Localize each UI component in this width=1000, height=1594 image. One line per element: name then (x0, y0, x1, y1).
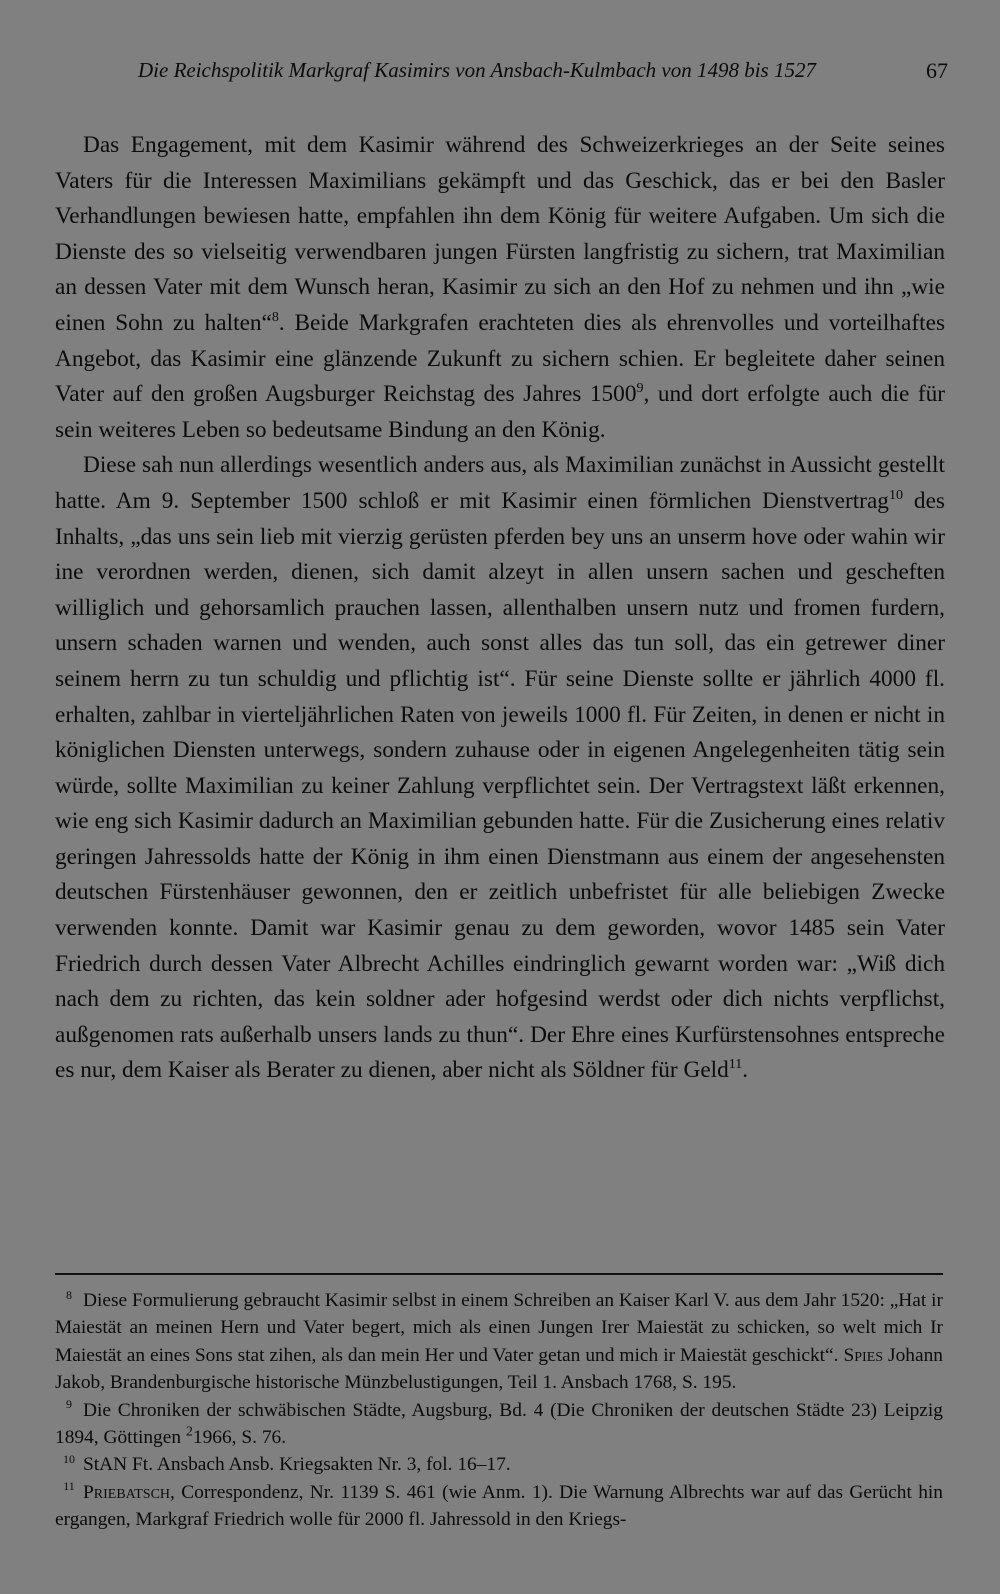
footnote-ref-10[interactable]: 10 (888, 488, 903, 504)
footnote-ref-9[interactable]: 9 (636, 381, 644, 397)
paragraph-2-part-c: . (742, 1057, 749, 1084)
footnote-8-author: Spies (843, 1344, 884, 1366)
paragraph-1-part-b: . Beide Markgrafen erachteten dies als ehrenvolles und vorteilhaftes Angebot, das Kasimir eine glänzende Zukunft zu sichern schien. Er begleitete daher seinen Vater auf den großen Augsburger Reichstag des Jahres 1500 (55, 309, 946, 408)
page-number: 67 (926, 58, 948, 83)
running-title: Die Reichspolitik Markgraf Kasimirs von Ansbach-Kulmbach von 1498 bis 1527 (138, 58, 816, 82)
footnote-ref-8[interactable]: 8 (271, 310, 279, 326)
footnote-9-text-b: 1966, S. 76. (192, 1427, 287, 1449)
footnote-11-text: , Correspondenz, Nr. 1139 S. 461 (wie Anm. 1). Die Warnung Albrechts war auf das Gerücht hin ergangen, Markgraf Friedrich wolle für 2000 fl. Jahressold in den Kriegs- (55, 1481, 943, 1531)
footnote-10: 10 StAN Ft. Ansbach Ansb. Kriegsakten Nr. 3, fol. 16–17. (63, 1451, 511, 1476)
paragraph-2-part-b: des Inhalts, „das uns sein lieb mit vierzig gerüsten pferden bey uns an unserm hove oder wahin wir ine verordnen werden, dienen, sich damit alzeyt in allen unsern sachen und gescheften williglich und gehorsamlich prauchen lassen, allenthalben unsern nutz und fromen furdern, unsern schaden warnen und wenden, auch sonst alles das tun soll, das ein getrewer diner seinem herrn zu tun schuldig und pflichtig ist“. Für seine Dienste sollte er jährlich 4000 fl. erhalten, zahlbar in vierteljährlichen Raten von jeweils 1000 fl. Für Zeiten, in denen er nicht in königlichen Diensten unterwegs, sondern zuhause oder in eigenen Angelegenheiten tätig sein würde, sollte Maximilian zu keiner Zahlung verpflichtet sein. Der Vertragstext läßt erkennen, wie eng sich Kasimir dadurch an Maximilian gebunden hatte. Für die Zusicherung eines relativ geringen Jahressolds hatte der König in ihm einen Dienstmann aus einem der angesehensten deutschen Fürstenhäuser gewonnen, den er zeitlich unbefristet für alle beliebigen Zwecke verwenden konnte. Damit war Kasimir genau zu dem geworden, wovor 1485 sein Vater Friedrich durch dessen Vater Albrecht Achilles eindringlich gewarnt worden war: „Wiß dich nach dem zu richten, das kein soldner ader hofgesind werdst oder dich nichts verpflichst, außgenomen rats außerhalb unsers lands zu thun“. Der Ehre eines Kurfürstensohnes entspreche es nur, dem Kaiser als Berater zu dienen, aber nicht als Söldner für Geld (55, 487, 945, 1084)
footnote-9-text-a: Die Chroniken der schwäbischen Städte, Augsburg, Bd. 4 (Die Chroniken der deutschen Städte 23) Leipzig 1894, Göttingen (55, 1399, 943, 1449)
paragraph-2-part-a: Diese sah nun allerdings wesentlich anders aus, als Maximilian zunächst in Aussicht gestellt hatte. Am 9. September 1500 schloß er mit Kasimir einen förmlichen Dienstvertrag (55, 452, 945, 514)
footnote-11: 11 Priebatsch, Correspondenz, Nr. 1139 S. 461 (wie Anm. 1). Die Warnung Albrechts war auf das Gerücht hin ergangen, Markgraf Friedrich wolle für 2000 fl. Jahressold in den Kriegs- (55, 1479, 943, 1531)
running-header (138, 58, 950, 92)
footnotes (55, 1287, 943, 1534)
main-text (55, 128, 945, 1089)
footnote-ref-11[interactable]: 11 (728, 1057, 743, 1073)
paragraph-2 (55, 448, 945, 1089)
footnote-11-author: Priebatsch (83, 1481, 171, 1503)
footnote-8-text-b: Johann Jakob, Brandenburgische historische Münzbelustigungen, Teil 1. Ansbach 1768, S. 195. (55, 1344, 943, 1394)
footnote-10-text: StAN Ft. Ansbach Ansb. Kriegsakten Nr. 3, fol. 16–17. (83, 1454, 511, 1476)
paragraph-1 (55, 128, 945, 448)
footnote-8-text-a: Diese Formulierung gebraucht Kasimir selbst in einem Schreiben an Kaiser Karl V. aus dem Jahr 1520: „Hat ir Maiestät an meinen Hern und Vater begert, mich als einen Jungen Irer Maiestät zu schicken, so welt mich Ir Maiestät an eines Sons stat zihen, als dan mein Her und Vater getan und mich ir Maiestät geschickt“. (55, 1290, 943, 1366)
footnote-8: 8 Diese Formulierung gebraucht Kasimir selbst in einem Schreiben an Kaiser Karl V. aus dem Jahr 1520: „Hat ir Maiestät an meinen Hern und Vater begert, mich als einen Jungen Irer Maiestät zu schicken, so welt mich Ir Maiestät an eines Sons stat zihen, als dan mein Her und Vater getan und mich ir Maiestät geschickt“. Spies Johann Jakob, Brandenburgische historische Münzbelustigungen, Teil 1. Ansbach 1768, S. 195. (55, 1287, 943, 1394)
paragraph-1-part-a: Das Engagement, mit dem Kasimir während des Schweizerkrieges an der Seite seines Vaters für die Interessen Maximilians gekämpft und das Geschick, das er bei den Basler Verhandlungen bewiesen hatte, empfahlen ihn dem König für weitere Aufgaben. Um sich die Dienste des so vielseitig verwendbaren jungen Fürsten langfristig zu sichern, trat Maximilian an dessen Vater mit dem Wunsch heran, Kasimir zu sich an den Hof zu nehmen und ihn „wie einen Sohn zu halten“ (55, 132, 945, 336)
footnote-9: 9 Die Chroniken der schwäbischen Städte, Augsburg, Bd. 4 (Die Chroniken der deutschen Städte 23) Leipzig 1894, Göttingen $^2$1966, S. 76. (55, 1397, 943, 1449)
paragraph-1-part-c: , und dort erfolgte auch die für sein weiteres Leben so bedeutsame Bindung an den König. (55, 381, 945, 443)
edition-superscript: 2 (185, 1424, 193, 1440)
footnote-divider (55, 1273, 943, 1275)
